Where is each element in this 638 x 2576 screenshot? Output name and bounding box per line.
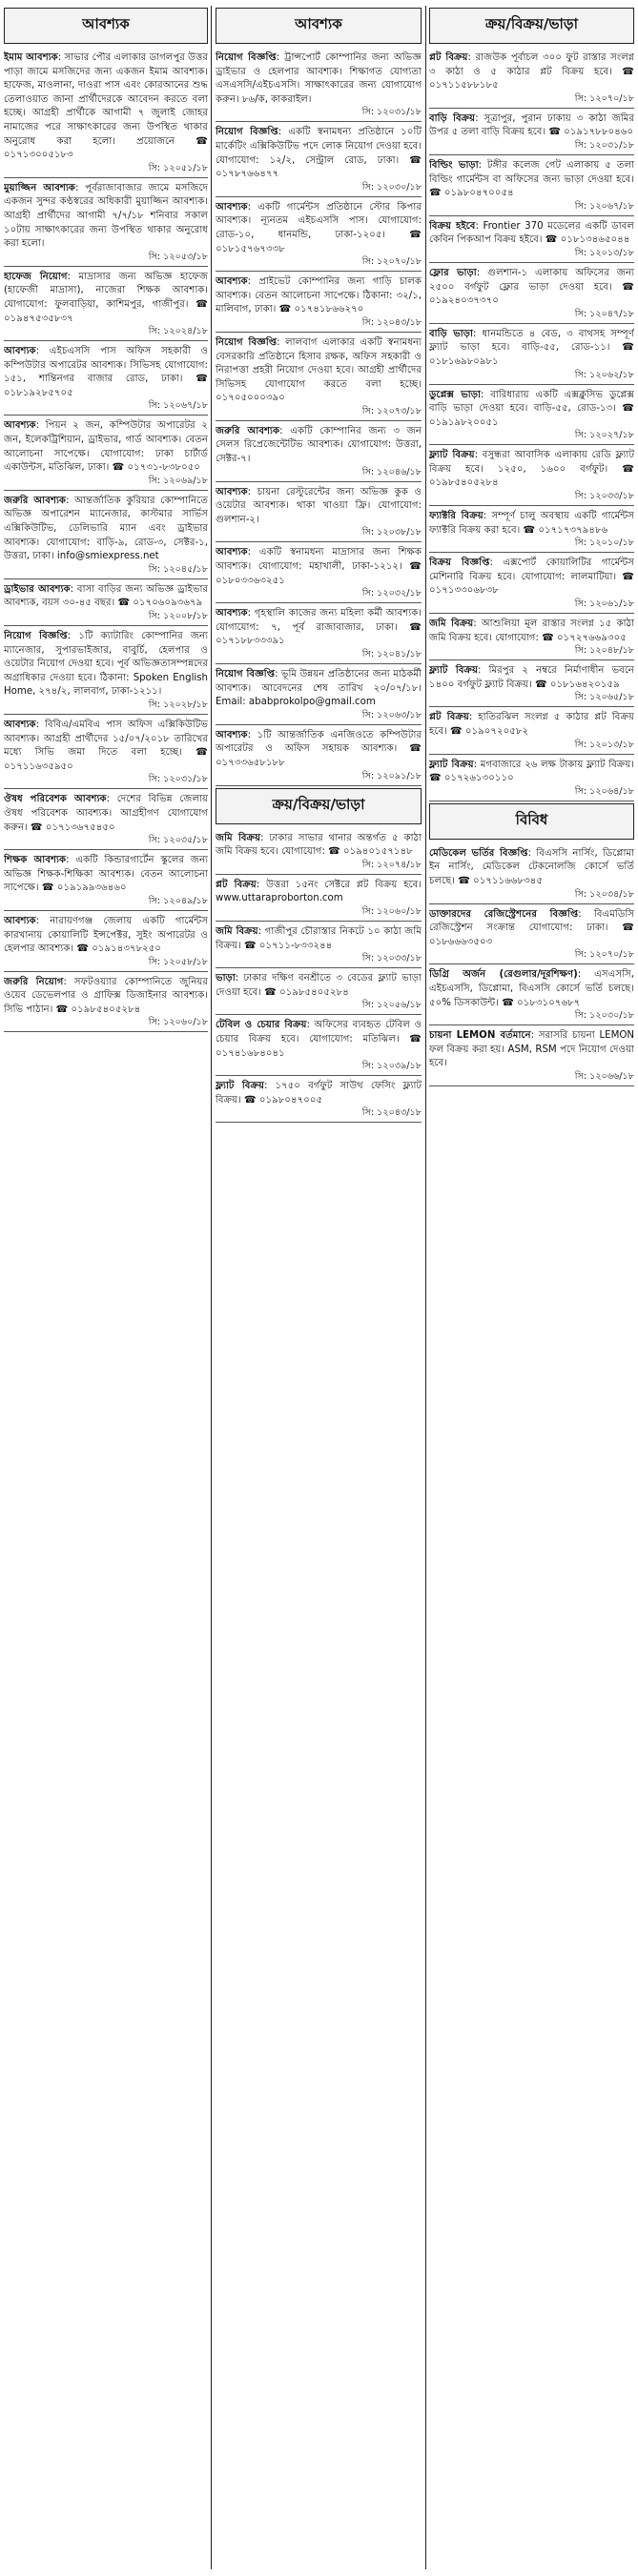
classified-ad [4, 791, 208, 850]
classified-ad [429, 906, 634, 965]
ad-body: : সম্পূর্ণ চালু অবস্থায় একটি গার্মেন্টস ফ্যাক্টরি বিক্রয় করা হবে। ☎ ০১৭১৭৩৭৯৪৮৬ [429, 511, 634, 536]
classified-ad [429, 616, 634, 660]
classified-ad [216, 1017, 422, 1076]
ad-body: : লালবাগ এলাকার একটি স্বনামধন্য বেসরকারি প্রতিষ্ঠানে হিসাব রক্ষক, অফিস সহকারী ও নিরাপত্তা প্রহরী নিয়োগ দেওয়া হবে। আগ্রহী প্রার্থীদের সিভিসহ যোগাযোগ করতে বলা হচ্ছে। ০১৭০৫০০০৩৯০ [216, 336, 422, 404]
classified-ad [429, 447, 634, 506]
ad-reference: সি: ১২০৩০/১৮ [574, 1010, 634, 1022]
ad-reference: সি: ১২০৩৩/১৮ [574, 491, 634, 502]
ad-reference: সি: ১২০৫৩/১৮ [148, 251, 208, 262]
ad-reference: সি: ১২০২৭/১৮ [574, 430, 634, 441]
ad-title: প্লট বিক্রয় [429, 52, 468, 63]
ad-body: : নারায়ণগঞ্জ জেলায় একটি গার্মেন্টস কারখানায় কোয়ালিটি ইন্সপেক্টর, সুইং অপারেটর ও হেলপার আবশ্যক। ☎ ০১৯১৪৩৭৮২৫০ [4, 915, 208, 955]
ad-title: বিক্রয় বিজ্ঞপ্তি [429, 558, 490, 569]
ad-body: : Frontier 370 মডেলের একটি ডাবল কেবিন পিকআপ বিক্রয় হইবে। ☎ ০১৮১৩৪৬৫০৪৪ [429, 220, 634, 246]
classified-ad [429, 662, 634, 707]
ad-reference: সি: ১২০৪১/১৮ [361, 649, 422, 659]
ad-title: চায়না LEMON বর্তমানে [429, 1030, 531, 1042]
ad-reference: সি: ১২০৩১/১৮ [361, 107, 422, 118]
ad-title: নিয়োগ বিজ্ঞপ্তি [216, 669, 276, 679]
classified-ad [216, 605, 422, 664]
ad-body: : ধানমন্ডিতে ৪ বেড, ৩ বাথসহ সম্পূর্ণ ফ্ল্যাট ভাড়া হবে। বাড়ি-৫৫, রোড-১১। ☎ ০১৮১৬৯৮০৯৮১ [429, 328, 634, 367]
ad-reference: সি: ১২০৬৬/১৮ [574, 1070, 634, 1082]
ad-body: : বসুন্ধরা আবাসিক এলাকায় রেডি ফ্ল্যাট বিক্রয় হবে। ১২৫০, ১৬০০ বর্গফুট। ☎ ০১৯৮৫৪০৫২৮৪ [429, 450, 634, 489]
ad-body: : মগবাজারে ২৬ লক্ষ টাকায় ফ্ল্যাট বিক্রয়। ☎ ০১৭২৬১৩০১১০ [429, 759, 634, 784]
ad-title: ফ্ল্যাট বিক্রয় [429, 759, 474, 770]
classified-ad [4, 417, 208, 490]
ad-title: আবশ্যক [4, 346, 36, 357]
ad-body: : গুলশান-১ এলাকায় অফিসের জন্য ২৫০০ বর্গফুট ফ্লোর ভাড়া দেওয়া হবে। ☎ ০১৯২৪০৩৭৩৭০ [429, 267, 634, 307]
ad-reference: সি: ১২০৩৪/১৮ [574, 888, 634, 900]
ad-body: : হাতিরঝিল সংলগ্ন ৫ কাঠার প্লট বিক্রয় হবে। ☎ ০১৯০৭২০৫৮২ [429, 712, 634, 737]
classified-ad [429, 709, 634, 754]
ad-body: : একটি কোম্পানির জন্য ৩ জন সেলস রিপ্রেজেন্টেটিভ আবশ্যক। যোগাযোগ: উত্তরা, সেক্টর-৭। [216, 425, 422, 465]
ad-reference: সি: ১২০৩০/১৮ [361, 181, 422, 193]
classified-ad [216, 1078, 422, 1123]
classified-ad [4, 913, 208, 972]
ad-title: জমি বিক্রয় [216, 925, 258, 937]
classified-ad [216, 199, 422, 272]
ad-body: : অফিসের ব্যবহৃত টেবিল ও চেয়ার বিক্রয় হবে। যোগাযোগ: মতিঝিল। ☎ ০১৭৪১৬৮৪০৪১ [216, 1020, 422, 1059]
classified-ad [4, 717, 208, 789]
ad-title: ফ্ল্যাট বিক্রয় [216, 1081, 264, 1092]
ad-title: মেডিকেল ভর্তির বিজ্ঞপ্তি [429, 847, 528, 859]
ad-title: আবশ্যক [4, 719, 36, 730]
ad-reference: সি: ১২০৬৯/১৮ [148, 475, 208, 486]
ad-reference: সি: ১২০১০/১৮ [574, 538, 634, 549]
classified-ad [216, 335, 422, 421]
ad-reference: সি: ১২০৬২/১৮ [574, 369, 634, 380]
ad-reference: সি: ১২০৭৪/১৮ [361, 859, 422, 870]
ad-reference: সি: ১২০৭০/১৮ [574, 949, 634, 961]
classified-ad [216, 970, 422, 1015]
classified-ad [429, 326, 634, 385]
classified-ad [4, 180, 208, 267]
ad-reference: সি: ১২০৩১/১৮ [148, 774, 208, 785]
ad-reference: সি: ১২০৪৩/১৮ [361, 316, 422, 328]
classified-ad [216, 727, 422, 786]
ad-title: জরুরি আবশ্যক [4, 495, 67, 506]
ad-body: : বিএসসি নার্সিং, ডিপ্লোমা ইন নার্সিং, মেডিকেল টেকনোলজি কোর্সে ভর্তি চলছে। ☎ ০১৭১১৬৬৮৩৪৫ [429, 847, 634, 886]
ad-reference: সি: ১২০৬০/১৮ [361, 905, 422, 917]
ad-title: প্লট বিক্রয় [429, 712, 469, 723]
ad-reference: সি: ১২০৩৩/১৮ [361, 953, 422, 964]
ad-title: জরুরি আবশ্যক [216, 425, 280, 436]
section-header: ক্রয়/বিক্রয়/ভাড়া [429, 8, 634, 44]
ad-title: ডুপ্লেক্স ভাড়া [429, 389, 481, 400]
column-3 [429, 6, 634, 2569]
ad-reference: সি: ১২০৫১/১৮ [148, 162, 208, 173]
ad-body: : টঙ্গীর কলেজ গেট এলাকায় ৫ তলা বিল্ডিং গার্মেন্টস বা অফিসের জন্য ভাড়া দেওয়া হবে। ☎ ০১৯৮০৪৭০০৫৪ [429, 159, 634, 199]
classified-ad [429, 50, 634, 109]
classified-ad [216, 124, 422, 196]
ad-title: বিক্রয় হইবে [429, 220, 476, 232]
column-2 [216, 6, 422, 2569]
ad-body: : সফটওয়্যার কোম্পানিতে জুনিয়র ওয়েব ডেভেলপার ও গ্রাফিক্স ডিজাইনার আবশ্যক। সিভি পাঠান। ☎ ০১৯৮৫৪০৫২৮৪ [4, 976, 208, 1015]
ad-reference: সি: ১২০৬১/১৮ [574, 598, 634, 610]
ad-body: : ভূমি উন্নয়ন প্রতিষ্ঠানের জন্য মাঠকর্মী আবশ্যক। আবেদনের শেষ তারিখ ২০/০৭/১৮। Email: ababprokolpo@gmail.com [216, 669, 422, 708]
section-header: ক্রয়/বিক্রয়/ভাড়া [216, 788, 422, 824]
classified-ad [216, 830, 422, 875]
ad-body: : চায়না রেস্টুরেন্টের জন্য অভিজ্ঞ কুক ও ওয়েটার আবশ্যক। থাকা খাওয়া ফ্রি। যোগাযোগ: গুলশান-২। [216, 486, 422, 525]
ad-title: ফ্ল্যাট বিক্রয় [429, 450, 475, 461]
ad-title: আবশ্যক [216, 486, 248, 497]
ad-reference: সি: ১২০২৪/১৮ [148, 326, 208, 337]
ad-reference: সি: ১২০৩৯/১৮ [361, 1061, 422, 1072]
ad-title: ডাক্তারদের রেজিস্ট্রেশনের বিজ্ঞপ্তি [429, 908, 579, 920]
classified-ad [429, 218, 634, 263]
ad-body: : সাভার পৌর এলাকার ডাগলপুর উত্তর পাড়া জামে মসজিদের জন্য একজন ইমাম আবশ্যক। হাফেজ, মাওলানা, দাওরা পাস এবং কোরআনের শুদ্ধ তেলাওয়াত জানা প্রার্থীদেরকে আবেদন করতে বলা হচ্ছে। আগ্রহী প্রার্থীকে আগামী ৭ জুলাই জোহর নামাজের পরে সাক্ষাৎকারের জন্য উপস্থিত থাকার অনুরোধ করা হলো। প্রয়োজনে ☎ ০১৭১৩০০৫১৮৩ [4, 52, 208, 161]
ad-body: : ১টি ক্যাটারিং কোম্পানির জন্য ম্যানেজার, সুপারভাইজার, বাবুর্চি, হেলপার ও ওয়েটার নিয়োগ দেওয়া হবে। পূর্ব অভিজ্ঞতাসম্পন্নদের অগ্রাধিকার দেওয়া হবে। ঠিকানা: Spoken English Home, ২৭৪/২, লালবাগ, ঢাকা-১২১১। [4, 631, 208, 698]
ad-reference: সি: ১২০৬৩/১৮ [361, 709, 422, 720]
ad-reference: সি: ১২০৯১/১৮ [361, 770, 422, 781]
ad-title: আবশ্যক [216, 201, 248, 213]
classified-ad [429, 966, 634, 1025]
ad-reference: সি: ১২০৫৬/১৮ [361, 1000, 422, 1011]
ad-title: মুয়াজ্জিন আবশ্যক [4, 182, 76, 193]
ad-body: : এসএসসি, এইচএসসি, ডিপ্লোমা, বিএসসি কোর্সে ভর্তি চলছে। ৫০% ডিসকাউন্ট। ☎ ০১৮৩১০৭৬৮৭ [429, 969, 634, 1008]
column-1 [4, 6, 208, 2569]
ad-title: বাড়ি ভাড়া [429, 328, 473, 339]
ad-body: : রাজউক পূর্বাচল ৩০০ ফুট রাস্তার সংলগ্ন ৩ কাঠা ও ৫ কাঠার প্লট বিক্রয় হবে। ☎ ০১৭১১৫৮৮১৮৫ [429, 52, 634, 91]
ad-title: ডিগ্রি অর্জন (রেগুলার/দূরশিক্ষণ) [429, 969, 578, 981]
ad-title: ফ্যাক্টরি বিক্রয় [429, 511, 484, 522]
ad-reference: সি: ১২০০৮/১৮ [148, 611, 208, 621]
ad-title: আবশ্যক [216, 608, 248, 619]
ad-title: নিয়োগ বিজ্ঞপ্তি [216, 336, 278, 348]
classified-ad [429, 508, 634, 553]
ad-title: ড্রাইভার আবশ্যক [4, 583, 71, 595]
ad-reference: সি: ১২০৪৮/১৮ [574, 645, 634, 657]
classified-ad [4, 852, 208, 911]
section-header: বিবিধ [429, 803, 634, 840]
ad-body: : একটি কিন্ডারগার্টেন স্কুলের জন্য অভিজ্ঞ শিক্ষক-শিক্ষিকা আবশ্যক। বেতন আলোচনা সাপেক্ষে। ☎ ০১৯১৯৯৩৬৪৬০ [4, 855, 208, 894]
classified-ad [4, 50, 208, 178]
ad-title: আবশ্যক [216, 547, 248, 558]
ad-body: : সূত্রাপুর, পুরান ঢাকায় ৩ কাঠা জমির উপর ৫ তলা বাড়ি বিক্রয় হবে। ☎ ০১৯১৭৮৮০৪৬০ [429, 112, 634, 138]
ad-reference: সি: ১২০২৮/১৮ [148, 699, 208, 710]
classified-ad [4, 269, 208, 341]
ad-reference: সি: ১২০৩১/১৮ [574, 139, 634, 151]
ad-reference: সি: ১২০৬০/১৮ [148, 1017, 208, 1028]
section-header: আবশ্যক [4, 8, 208, 44]
ad-body: : ১টি আন্তর্জাতিক এনজিওতে কম্পিউটার অপারেটর ও অফিস সহায়ক আবশ্যক। ☎ ০১৭৩৩৬৫৮১৮৮ [216, 729, 422, 768]
ad-reference: সি: ১২০৭০/১৮ [574, 92, 634, 104]
column-divider [425, 6, 426, 2569]
classified-ad [4, 628, 208, 715]
classified-ad [429, 157, 634, 216]
classified-ad [216, 484, 422, 543]
ad-title: জমি বিক্রয় [429, 619, 474, 630]
classified-ad [216, 666, 422, 725]
classified-ad [429, 111, 634, 155]
ad-reference: সি: ১২০৩৮/১৮ [361, 527, 422, 538]
ad-reference: সি: ১২০৭৩/১৮ [361, 405, 422, 416]
ad-body: : বাসা বাড়ির জন্য অভিজ্ঞ ড্রাইভার আবশ্যক, বয়স ৩০-৪৫ বছর। ☎ ০১৭০৬০৯৩৬৭৯ [4, 583, 208, 609]
ad-title: আবশ্যক [4, 420, 36, 432]
ad-body: : গৃহস্থালি কাজের জন্য মহিলা কর্মী আবশ্যক। যোগাযোগ: ৭, পূর্ব রাজাবাজার, ঢাকা। ☎ ০১৭১৮৮৩৩৩৯১ [216, 608, 422, 647]
ad-title: বাড়ি বিক্রয় [429, 112, 476, 124]
classified-ad [216, 274, 422, 333]
ad-body: : ঢাকার সাভার থানার অন্তর্গত ৫ কাঠা জমি বিক্রয় হবে। যোগাযোগ: ☎ ০১৯৪০১৫৭১৪৮ [216, 832, 422, 858]
ad-body: : গাজীপুর চৌরাস্তার নিকটে ১০ কাঠা জমি বিক্রয়। ☎ ০১৭১১-৮৩৩২৪৪ [216, 925, 422, 951]
ad-body: : সরাসরি চায়না LEMON ফল বিক্রয় করা হয়। ASM, RSM পদে নিয়োগ দেওয়া হবে। [429, 1030, 634, 1069]
ad-body: : একটি স্বনামধন্য মাদ্রাসার জন্য শিক্ষক আবশ্যক। যোগাযোগ: মহাখালী, ঢাকা-১২১২। ☎ ০১৮০৩৩৬৩২৫১ [216, 547, 422, 586]
ad-body: : ট্রান্সপোর্ট কোম্পানির জন্য অভিজ্ঞ ড্রাইভার ও হেলপার আবশ্যক। শিক্ষাগত যোগ্যতা এসএসসি/এইচএসসি। সাক্ষাৎকারের জন্য যোগাযোগ করুন। ৮৬/ক, কাকরাইল। [216, 52, 422, 105]
classified-ad [216, 423, 422, 482]
ad-reference: সি: ১২০৬৪/১৮ [574, 785, 634, 797]
ad-reference: সি: ১২০৬৭/১৮ [574, 200, 634, 212]
ad-reference: সি: ১২০৫৮/১৮ [148, 956, 208, 967]
ad-reference: সি: ১২০৬৫/১৮ [574, 692, 634, 703]
section-header: আবশ্যক [216, 8, 422, 44]
classified-ad [429, 555, 634, 614]
ad-reference: সি: ১২০৪৭/১৮ [574, 308, 634, 319]
ad-body: : মিরপুর ২ নম্বরে নির্মাণাধীন ভবনে ১৪০০ বর্গফুট ফ্ল্যাট বিক্রয়। ☎ ০১৮১৬৪২০১৫৯ [429, 665, 634, 690]
ad-title: নিয়োগ বিজ্ঞপ্তি [4, 631, 68, 641]
classified-ad [4, 581, 208, 626]
classified-ad [429, 757, 634, 801]
ad-title: শিক্ষক আবশ্যক [4, 855, 67, 866]
ad-title: টেবিল ও চেয়ার বিক্রয় [216, 1020, 307, 1031]
ad-title: জমি বিক্রয় [216, 832, 261, 843]
ad-title: আবশ্যক [216, 729, 248, 740]
classified-ad [4, 493, 208, 579]
ad-title: ভাড়া [216, 973, 236, 984]
classified-ad [216, 923, 422, 968]
ad-title: আবশ্যক [4, 915, 36, 926]
classified-ad [4, 974, 208, 1033]
ad-body: : এক্সপোর্ট কোয়ালিটির গার্মেন্টস মেশিনারি বিক্রয় হবে। যোগাযোগ: লালমাটিয়া। ☎ ০১৭১৩৩০৬৮৩৮ [429, 558, 634, 597]
ad-reference: সি: ১২০৩৫/১৮ [148, 835, 208, 846]
classified-ad [4, 343, 208, 416]
ad-title: নিয়োগ বিজ্ঞপ্তি [216, 52, 277, 63]
ad-body: : আশুলিয়া মূল রাস্তার সংলগ্ন ১৫ কাঠা জমি বিক্রয় হবে। যোগাযোগ: ☎ ০১৭২৭৬৬৯৩০৫ [429, 619, 634, 643]
ad-title: ফ্লোর ভাড়া [429, 267, 477, 278]
ad-reference: সি: ১২০৭০/১৮ [361, 256, 422, 268]
ad-title: ঔষধ পরিবেশক আবশ্যক [4, 794, 107, 805]
ad-body: : দেশের বিভিন্ন জেলায় ঔষধ পরিবেশক আবশ্যক। আগ্রহীগণ যোগাযোগ করুন। ☎ ০১৭১৩৬৭৫৪৫০ [4, 794, 208, 833]
ad-body: : প্রাইভেট কোম্পানির জন্য গাড়ি চালক আবশ্যক। বেতন আলোচনা সাপেক্ষে। ঠিকানা: ৩২/১, মালিবাগ, ঢাকা। ☎ ০১৭৪১৮৬৬২৭০ [216, 276, 422, 315]
classified-ad [429, 265, 634, 324]
ad-body: : একটি স্বনামধন্য প্রতিষ্ঠানে ১০টি মার্কেটিং এক্সিকিউটিভ পদে লোক নিয়োগ দেওয়া হবে। যোগাযোগ: ১২/২, সেন্ট্রাল রোড, ঢাকা। ☎ ০১৭৮৭৬৬৪৭৭ [216, 127, 422, 180]
ad-body: : মাদ্রাসার জন্য অভিজ্ঞ হাফেজ (হাফেজী মাদ্রাসা), নাজেরা শিক্ষক আবশ্যক। যোগাযোগ: ফুলবাড়িয়া, কাশিমপুর, গাজীপুর। ☎ ০১৯৪৭৫৩৫৮৩৭ [4, 271, 208, 324]
ad-body: : ১৭৫০ বর্গফুট সাউথ ফেসিং ফ্ল্যাট বিক্রয়। ☎ ০১৯৮০৪৭০০৫ [216, 1081, 422, 1105]
ad-title: বিল্ডিং ভাড়া [429, 159, 479, 171]
classified-ad [216, 50, 422, 122]
ad-reference: সি: ১২০৪৩/১৮ [361, 1107, 422, 1119]
ad-body: : এইচএসসি পাস অফিস সহকারী ও কম্পিউটার অপারেটর আবশ্যক। সিভিসহ যোগাযোগ: ১৫১, শান্তিনগর বাজার রোড, ঢাকা। ☎ ০১৮১৯২৮৫৭০৫ [4, 346, 208, 398]
column-divider [211, 6, 212, 2569]
classified-ad [216, 877, 422, 922]
classified-ad [429, 387, 634, 446]
ad-reference: সি: ১২০১৩/১৮ [574, 739, 634, 750]
ad-body: : একটি গার্মেন্টস প্রতিষ্ঠানে স্টোর কিপার আবশ্যক। ন্যূনতম এইচএসসি পাস। যোগাযোগ: রোড-১০, ধানমন্ডি, ঢাকা-১২০৫। ☎ ০১৮১৫৭৬৭৩৩৮ [216, 201, 422, 254]
ad-body: : পিয়ন ২ জন, কম্পিউটার অপারেটর ২ জন, ইলেকট্রিশিয়ান, ড্রাইভার, গার্ড আবশ্যক। বেতন আলোচনা সাপেক্ষে। যোগাযোগ: ঢাকা চার্টার্ড একাউন্টস, মতিঝিল, ঢাকা। ☎ ০১৭৩১-৮৩৮০৫০ [4, 420, 208, 474]
ad-title: ফ্ল্যাট বিক্রয় [429, 665, 479, 677]
ad-body: : পূর্বরাজাবাজার জামে মসজিদে একজন সুন্দর কণ্ঠস্বরের অধিকারী মুয়াজ্জিন আবশ্যক। আগ্রহী প্রার্থীদের আগামী ৭/৭/১৮ শনিবার সকাল ১০টায় সাক্ষাৎকারের জন্য উপস্থিত থাকার অনুরোধ করা হলো। [4, 182, 208, 250]
ad-reference: সি: ১২০৪৯/১৮ [148, 895, 208, 906]
ad-body: : ঢাকার দক্ষিণ বনশ্রীতে ৩ বেডের ফ্ল্যাট ভাড়া দেওয়া হবে। ☎ ০১৯৮৫৪০৫২৮৪ [216, 973, 422, 998]
ad-reference: সি: ১২০৪৫/১৮ [148, 563, 208, 575]
ad-body: : উত্তরা ১৫নং সেক্টরে প্লট বিক্রয় হবে। www.uttaraproborton.com [216, 879, 422, 904]
ad-title: নিয়োগ বিজ্ঞপ্তি [216, 127, 278, 138]
classified-ad [429, 1027, 634, 1086]
ad-title: ইমাম আবশ্যক [4, 52, 58, 63]
ad-title: হাফেজ নিয়োগ [4, 271, 68, 282]
ad-reference: সি: ১২০১৩/১৮ [574, 247, 634, 258]
classified-ad [429, 845, 634, 904]
ad-title: প্লট বিক্রয় [216, 879, 257, 890]
ad-reference: সি: ১২০৩২/১৮ [361, 588, 422, 599]
ad-title: জরুরি নিয়োগ [4, 976, 64, 987]
ad-body: : বিবিএ/এমবিএ পাস অফিস এক্সিকিউটিভ আবশ্যক। আগ্রহী প্রার্থীদের ১৫/০৭/২০১৮ তারিখের মধ্যে সিভি জমা দিতে বলা হচ্ছে। ☎ ০১৭১১৬৩৫৯৫০ [4, 719, 208, 772]
ad-body: : বিএমডিসি রেজিস্ট্রেশন সংক্রান্ত যোগাযোগ: ঢাকা। ☎ ০১৮৬৬৬৩৫০৩ [429, 908, 634, 947]
ad-title: আবশ্যক [216, 276, 248, 288]
ad-reference: সি: ১২০৬৭/১৮ [148, 400, 208, 412]
classified-ad [216, 544, 422, 603]
ad-reference: সি: ১২০৪৬/১৮ [361, 466, 422, 477]
ad-body: : বারিধারায় একটি এক্সক্লুসিভ ডুপ্লেক্স বাড়ি ভাড়া দেওয়া হবে। বাড়ি-৫৫, রোড-১৩। ☎ ০১৯১৯৮২০০৫১ [429, 389, 634, 428]
ad-body: : আন্তর্জাতিক কুরিয়ার কোম্পানিতে অভিজ্ঞ অপারেশন ম্যানেজার, কাস্টমার সার্ভিস এক্সিকিউটিভ, ডেলিভারি ম্যান এবং ড্রাইভার আবশ্যক। যোগাযোগ: বাড়ি-৯, রোড-৩, সেক্টর-১, উত্তরা, ঢাকা। info@smiexpress.net [4, 495, 208, 562]
